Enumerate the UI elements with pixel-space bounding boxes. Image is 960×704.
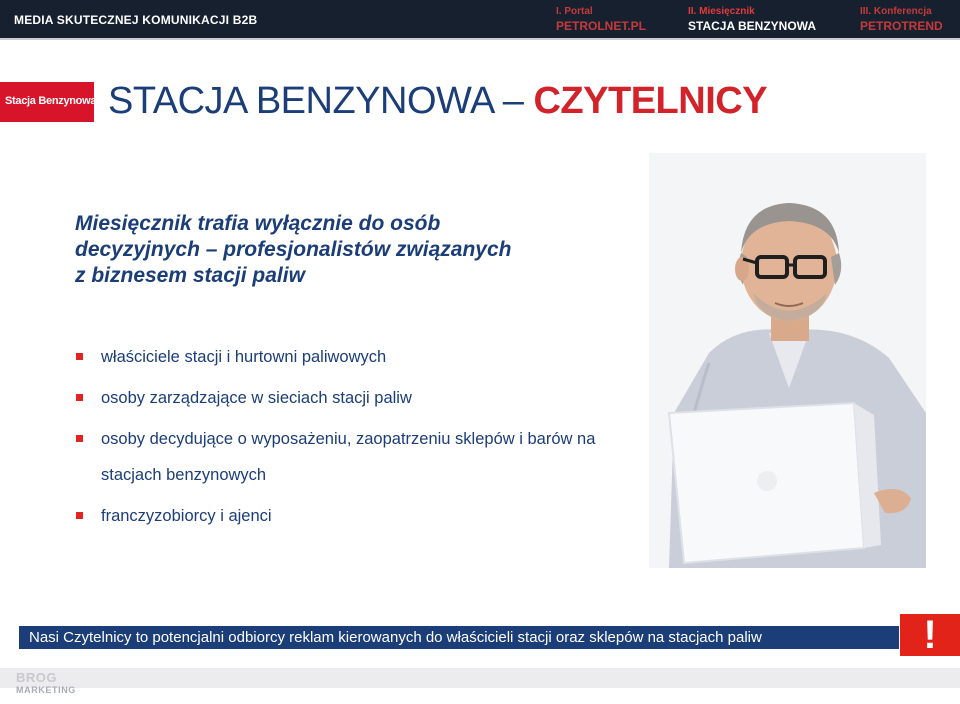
headline-line: z biznesem stacji paliw [75,264,305,287]
nav-item-magazine-label: II. Miesięcznik [688,6,755,17]
reader-bullet-list [75,347,645,547]
nav-item-magazine[interactable] [688,5,816,33]
nav-item-conference-label: III. Konferencja [860,6,932,17]
nav-item-portal-title: PETROLNET.PL [556,19,647,33]
bullet-square-icon [76,353,83,360]
headline-line: Miesięcznik trafia wyłącznie do osób [75,212,441,235]
bullet-text: właściciele stacji i hurtowni paliwowych [101,348,387,366]
brand-label: MEDIA SKUTECZNEJ KOMUNIKACJI B2B [14,13,258,27]
bullet-text: osoby zarządzające w sieciach stacji paliw [101,389,412,407]
footer-bar [0,668,960,688]
bullet-item [75,421,645,493]
headline-line: decyzyjnych – profesjonalistów związanych [75,238,512,261]
bullet-item [75,388,645,408]
top-nav-bar [0,0,960,40]
page-title [108,80,767,123]
bullet-square-icon [76,435,83,442]
brog-logo-line1: BROG [16,670,57,685]
page-title-highlight: CZYTELNICY [533,80,768,122]
bullet-text: osoby decydujące o wyposażeniu, zaopatrzeniu sklepów i barów na stacjach benzynowych [101,430,596,484]
bullet-square-icon [76,394,83,401]
bullet-square-icon [76,512,83,519]
reader-photo [649,153,926,568]
brog-marketing-logo [16,672,76,696]
headline [75,211,615,289]
bullet-item [75,506,645,526]
nav-item-conference[interactable] [860,5,943,33]
bullet-text: franczyzobiorcy i ajenci [101,507,272,525]
man-with-laptop-illustration [649,153,926,568]
nav-item-magazine-title: STACJA BENZYNOWA [688,19,817,33]
bottom-banner: Nasi Czytelnicy to potencjalni odbiorcy reklam kierowanych do właścicieli stacji oraz sklepów na stacjach paliw [19,626,899,649]
nav-item-conference-title: PETROTREND [860,19,943,33]
page-title-main: STACJA BENZYNOWA – [108,80,534,122]
bullet-item [75,347,645,367]
exclamation-icon: ! [900,614,960,656]
nav-item-portal-label: I. Portal [556,6,593,17]
brog-logo-line2: MARKETING [16,685,76,695]
nav-item-portal[interactable] [556,5,646,33]
magazine-logo: Stacja Benzynowa [0,82,94,122]
